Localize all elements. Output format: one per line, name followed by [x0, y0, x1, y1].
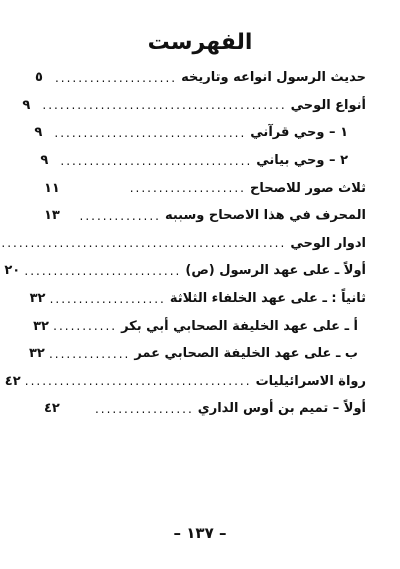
toc-entry-label: أولاً ـ على عهد الرسول (ص): [185, 263, 366, 279]
toc-entry: [44, 174, 366, 202]
toc-entry-label: رواة الاسرائيليات: [255, 373, 366, 389]
toc-entry: [34, 64, 366, 92]
toc-entry: [34, 119, 366, 147]
toc-leader-dots: ..........................................: [42, 98, 287, 113]
toc-leader-dots: ....................: [49, 291, 166, 306]
toc-leader-dots: ..............: [79, 208, 161, 223]
toc-page-number: ٢٠: [4, 263, 21, 279]
toc-entry: [28, 340, 366, 368]
toc-entry-label: ادوار الوحي: [290, 235, 366, 251]
toc-entry: [22, 92, 366, 120]
toc-page-number: ٣٢: [28, 346, 45, 362]
toc-page-number: ١١: [44, 180, 60, 196]
toc-entry: [4, 368, 366, 396]
toc-entry-label: حديث الرسول انواعه وتاريخه: [181, 70, 366, 86]
toc-entry-label: ب ـ على عهد الخليفة الصحابي عمر: [134, 346, 358, 362]
toc-entry-label: ٢ – وحي بياني: [256, 153, 348, 169]
page-number-footer: – ١٣٧ –: [173, 524, 227, 542]
toc-page-number: ٤٢: [44, 401, 60, 417]
toc-leader-dots: .................: [94, 401, 194, 416]
toc-entry-label: أولاً – تميم بن أوس الداري: [197, 401, 366, 417]
toc-page-number: ٩: [40, 153, 49, 169]
toc-leader-dots: .................................: [54, 125, 247, 140]
toc-leader-dots: ..............: [48, 346, 131, 361]
toc-leader-dots: .................................: [60, 153, 253, 168]
toc-entry: [44, 202, 366, 230]
toc-entry: [4, 257, 366, 285]
toc-page-number: ٤٢: [4, 373, 21, 389]
table-of-contents: [1, 64, 366, 423]
toc-leader-dots: ...........................: [24, 263, 182, 278]
toc-entry: [40, 147, 366, 175]
toc-page-number: ٩: [22, 97, 31, 113]
toc-entry: [29, 285, 366, 313]
toc-page-number: ١٣: [44, 208, 60, 224]
toc-page-number: ٩: [34, 125, 43, 141]
toc-leader-dots: .....................: [54, 70, 178, 85]
toc-page-number: ٣٢: [33, 318, 49, 334]
toc-page-number: ٥: [34, 70, 43, 86]
toc-leader-dots: .......................................: [24, 374, 252, 389]
toc-leader-dots: ...........: [53, 319, 118, 334]
toc-entry: [1, 230, 366, 258]
page-title: الفهرست: [147, 30, 253, 55]
toc-leader-dots: ....................: [129, 181, 246, 196]
toc-entry-label: ثانياً : ـ على عهد الخلفاء الثلاثة: [169, 291, 366, 307]
toc-entry: [44, 395, 366, 423]
toc-page-number: ٣٢: [29, 291, 46, 307]
toc-leader-dots: .................................................: [1, 236, 287, 251]
toc-entry-label: ١ – وحي قرآني: [250, 125, 348, 141]
toc-entry-label: ثلاث صور للاصحاح: [250, 180, 366, 196]
toc-entry-label: أ ـ على عهد الخليفة الصحابي أبي بكر: [121, 318, 358, 334]
toc-entry: [33, 312, 366, 340]
toc-entry-label: المحرف في هذا الاصحاح وسببه: [164, 208, 366, 224]
toc-entry-label: أنواع الوحي: [290, 97, 366, 113]
